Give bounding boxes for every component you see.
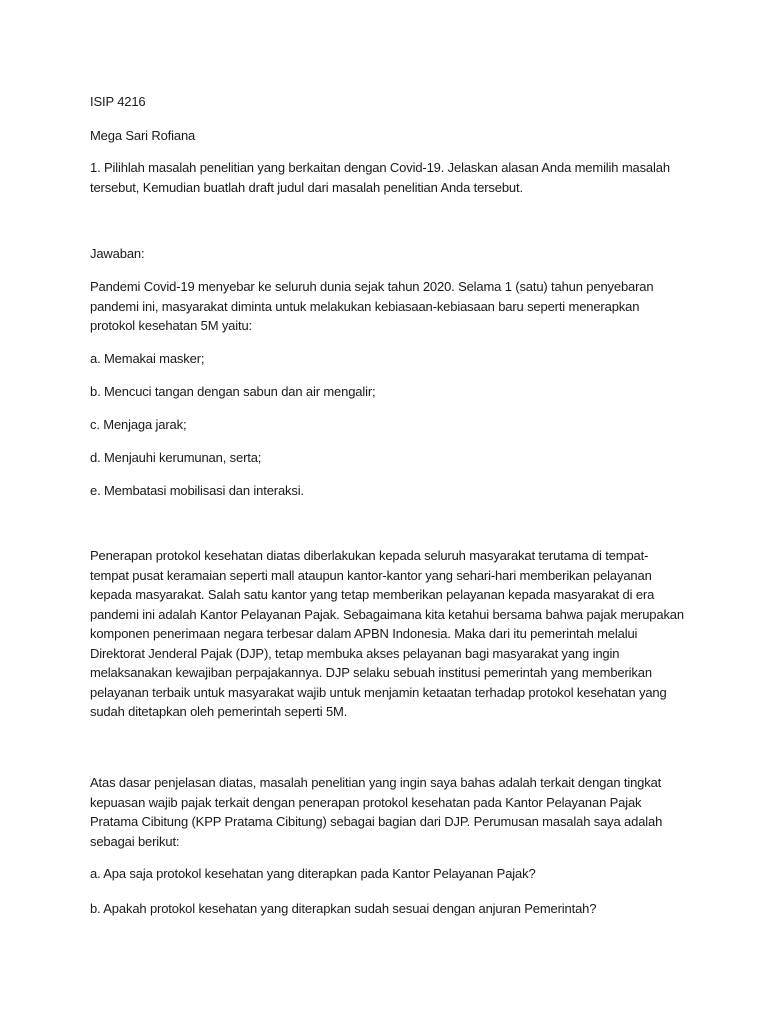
answer-label: Jawaban: [90, 246, 145, 261]
course-code: ISIP 4216 [90, 94, 146, 109]
list-item: a. Memakai masker; [90, 351, 205, 366]
author-name: Mega Sari Rofiana [90, 128, 196, 143]
paragraph-line: pelayanan terbaik untuk masyarakat wajib untuk menjamin ketaatan terhadap protokol kesehatan yang [90, 685, 667, 700]
paragraph-line: protokol kesehatan 5M yaitu: [90, 318, 253, 333]
paragraph-line: pandemi ini adalah Kantor Pelayanan Pajak. Sebagaimana kita ketahui bersama bahwa pajak merupakan [90, 607, 684, 622]
list-item: a. Apa saja protokol kesehatan yang diterapkan pada Kantor Pelayanan Pajak? [90, 866, 536, 881]
question-line: 1. Pilihlah masalah penelitian yang berkaitan dengan Covid-19. Jelaskan alasan Anda memilih masalah [90, 160, 670, 175]
paragraph-line: sudah ditetapkan oleh pemerintah seperti 5M. [90, 704, 348, 719]
paragraph-line: sebagai berikut: [90, 834, 180, 849]
list-item: b. Apakah protokol kesehatan yang diterapkan sudah sesuai dengan anjuran Pemerintah? [90, 901, 597, 916]
paragraph-line: kepuasan wajib pajak terkait dengan penerapan protokol kesehatan pada Kantor Pelayanan Pajak [90, 795, 642, 810]
paragraph-line: Atas dasar penjelasan diatas, masalah penelitian yang ingin saya bahas adalah terkait dengan tingkat [90, 775, 662, 790]
paragraph-line: melaksanakan kewajiban perpajakannya. DJP selaku sebuah institusi pemerintah yang memberikan [90, 665, 652, 680]
paragraph-line: komponen penerimaan negara terbesar dalam APBN Indonesia. Maka dari itu pemerintah melalui [90, 626, 638, 641]
paragraph-line: Penerapan protokol kesehatan diatas diberlakukan kepada seluruh masyarakat terutama di tempat- [90, 548, 649, 563]
list-item: b. Mencuci tangan dengan sabun dan air mengalir; [90, 384, 376, 399]
paragraph-line: tempat pusat keramaian seperti mall ataupun kantor-kantor yang sehari-hari memberikan pelayanan [90, 568, 652, 583]
paragraph-line: pandemi ini, masyarakat diminta untuk melakukan kebiasaan-kebiasaan baru seperti menerapkan [90, 299, 640, 314]
question-line: tersebut, Kemudian buatlah draft judul dari masalah penelitian Anda tersebut. [90, 180, 523, 195]
paragraph-line: kepada masyarakat. Salah satu kantor yang tetap memberikan pelayanan kepada masyarakat di era [90, 587, 655, 602]
list-item: e. Membatasi mobilisasi dan interaksi. [90, 483, 304, 498]
paragraph-line: Direktorat Jenderal Pajak (DJP), tetap membuka akses pelayanan bagi masyarakat yang ingin [90, 646, 620, 661]
list-item: d. Menjauhi kerumunan, serta; [90, 450, 262, 465]
paragraph-line: Pandemi Covid-19 menyebar ke seluruh dunia sejak tahun 2020. Selama 1 (satu) tahun penyebaran [90, 279, 654, 294]
paragraph-line: Pratama Cibitung (KPP Pratama Cibitung) sebagai bagian dari DJP. Perumusan masalah saya adalah [90, 814, 663, 829]
list-item: c. Menjaga jarak; [90, 417, 187, 432]
